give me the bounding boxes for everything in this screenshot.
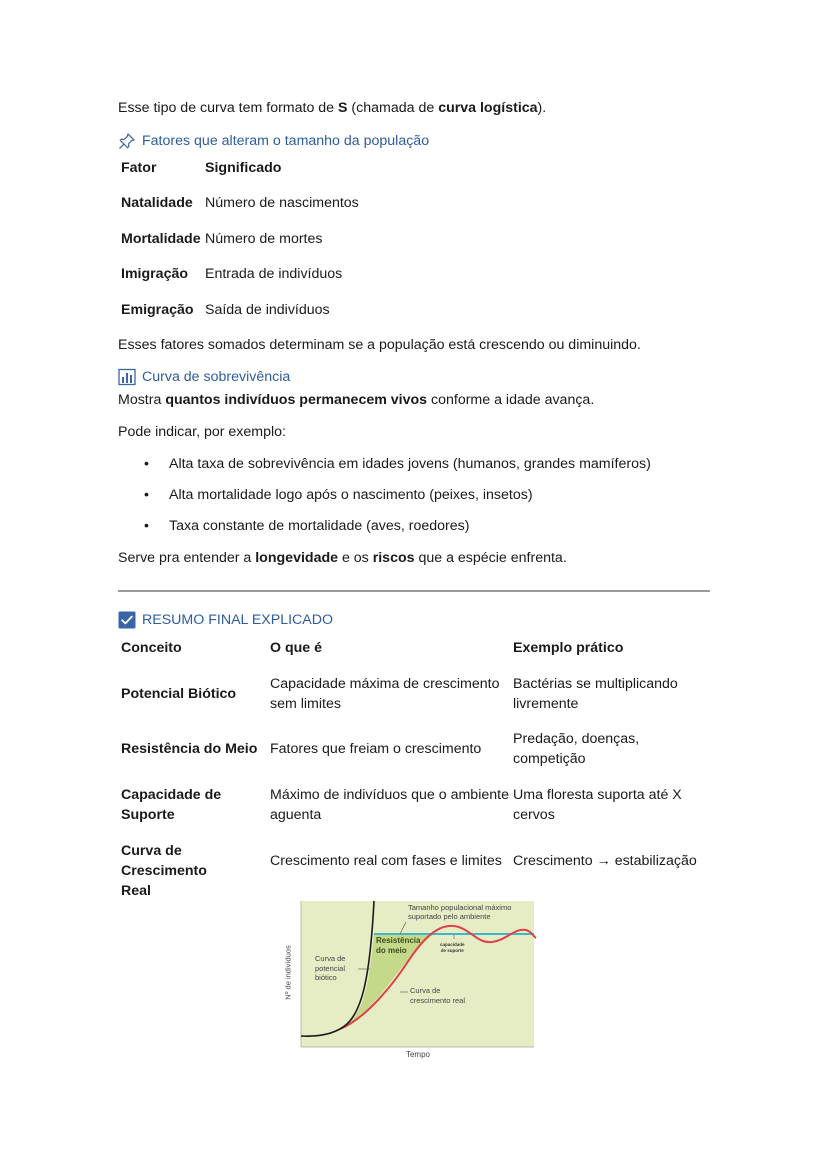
bar-chart-icon xyxy=(118,368,136,386)
table-cell-example xyxy=(513,785,713,825)
table-cell-definition: Fatores que freiam o crescimento xyxy=(270,741,482,757)
cell-line: competição xyxy=(513,751,586,767)
cell-line: Bactérias se multiplicando xyxy=(513,676,678,692)
text: conforme a idade avança. xyxy=(427,392,595,408)
table-cell-factor: Mortalidade xyxy=(121,231,201,247)
text: que a espécie enfrenta. xyxy=(414,550,567,566)
table-cell-meaning: Número de nascimentos xyxy=(205,195,359,211)
table-header-factor: Fator xyxy=(121,160,157,176)
table-cell-concept xyxy=(121,841,266,901)
bold-text: quantos indivíduos permanecem vivos xyxy=(165,392,428,408)
label-resistance xyxy=(376,936,420,956)
table-cell-factor: Emigração xyxy=(121,302,194,318)
cell-line: livremente xyxy=(513,696,579,712)
text: e os xyxy=(338,550,373,566)
label-line: crescimento real xyxy=(410,995,466,1005)
checkbox-checked-icon xyxy=(118,611,136,629)
survival-line1 xyxy=(118,391,594,409)
factors-heading xyxy=(118,132,429,150)
table-cell-concept xyxy=(121,785,266,825)
factors-heading-text: Fatores que alteram o tamanho da população xyxy=(142,133,430,149)
intro-text: Esse tipo de curva tem formato de xyxy=(118,100,339,116)
intro-text: (chamada de xyxy=(347,100,439,116)
intro-paragraph xyxy=(118,99,546,117)
table-cell-factor: Imigração xyxy=(121,266,189,282)
label-line: Resistência xyxy=(376,936,421,945)
intro-bold-logistic: curva logística xyxy=(438,100,538,116)
label-capacity xyxy=(440,942,465,953)
label-line: Curva de xyxy=(315,954,346,963)
table-cell-meaning: Saída de indivíduos xyxy=(205,302,330,318)
label-max-population xyxy=(408,903,511,921)
cell-line: Curva de Crescimento xyxy=(121,843,207,879)
x-axis-label: Tempo xyxy=(405,1050,430,1059)
table-cell-definition xyxy=(270,785,512,825)
label-line: biótico xyxy=(315,973,337,982)
text: Mostra xyxy=(118,392,166,408)
list-item: Alta taxa de sobrevivência em idades jovens (humanos, grandes mamíferos) xyxy=(169,456,651,472)
text: Serve pra entender a xyxy=(118,550,256,566)
pushpin-icon xyxy=(118,132,136,150)
label-line: capacidade xyxy=(440,942,465,947)
label-real-growth xyxy=(410,986,465,1005)
label-line: Tamanho populacional máximo xyxy=(408,903,512,912)
cell-line: cervos xyxy=(513,807,555,823)
bold-text: riscos xyxy=(372,550,415,566)
cell-line: Uma floresta suporta até X xyxy=(513,787,682,803)
table-header-definition: O que é xyxy=(270,640,323,656)
label-line: Curva de xyxy=(410,986,441,995)
table-cell-meaning: Número de mortes xyxy=(205,231,323,247)
table-header-meaning: Significado xyxy=(205,160,282,176)
table-cell-concept: Potencial Biótico xyxy=(121,686,237,702)
label-biotic-potential xyxy=(315,954,345,983)
cell-line: Predação, doenças, xyxy=(513,731,640,747)
growth-curve-figure xyxy=(282,898,542,1064)
survival-line2: Pode indicar, por exemplo: xyxy=(118,424,286,440)
list-item: Alta mortalidade logo após o nascimento (peixes, insetos) xyxy=(169,487,533,503)
table-cell-concept: Resistência do Meio xyxy=(121,741,258,757)
factors-conclusion: Esses fatores somados determinam se a população está crescendo ou diminuindo. xyxy=(118,337,641,353)
horizontal-divider xyxy=(118,590,710,592)
intro-bold-s: S xyxy=(338,100,348,116)
cell-line: sem limites xyxy=(270,696,341,712)
bold-text: longevidade xyxy=(255,550,339,566)
summary-heading xyxy=(118,611,333,629)
survival-heading xyxy=(118,368,290,386)
table-cell-meaning: Entrada de indivíduos xyxy=(205,266,343,282)
label-line: do meio xyxy=(376,946,407,955)
table-cell-definition xyxy=(270,674,512,714)
summary-heading-text: RESUMO FINAL EXPLICADO xyxy=(142,612,334,628)
table-cell-factor: Natalidade xyxy=(121,195,193,211)
bullet-glyph: • xyxy=(144,518,149,534)
cell-line: Máximo de indivíduos que o ambiente xyxy=(270,787,509,803)
cell-line: aguenta xyxy=(270,807,322,823)
survival-closing xyxy=(118,549,567,567)
table-header-example: Exemplo prático xyxy=(513,640,624,656)
label-line: suportado pelo ambiente xyxy=(408,912,491,921)
cell-line: Suporte xyxy=(121,807,175,823)
table-cell-example xyxy=(513,729,713,769)
table-header-concept: Conceito xyxy=(121,640,182,656)
intro-text: ). xyxy=(537,100,547,116)
cell-line: Capacidade máxima de crescimento xyxy=(270,676,500,692)
bullet-glyph: • xyxy=(144,456,149,472)
cell-line: Capacidade de xyxy=(121,787,222,803)
label-line: de suporte xyxy=(440,947,464,953)
bullet-glyph: • xyxy=(144,487,149,503)
label-line: potencial xyxy=(315,963,346,973)
table-cell-example: Crescimento → estabilização xyxy=(513,853,697,869)
list-item: Taxa constante de mortalidade (aves, roedores) xyxy=(169,518,470,534)
cell-line: Real xyxy=(121,883,151,899)
survival-heading-text: Curva de sobrevivência xyxy=(142,369,291,385)
table-cell-definition: Crescimento real com fases e limites xyxy=(270,853,502,869)
y-axis-label: Nº de indivíduos xyxy=(283,945,293,1000)
table-cell-example xyxy=(513,674,713,714)
